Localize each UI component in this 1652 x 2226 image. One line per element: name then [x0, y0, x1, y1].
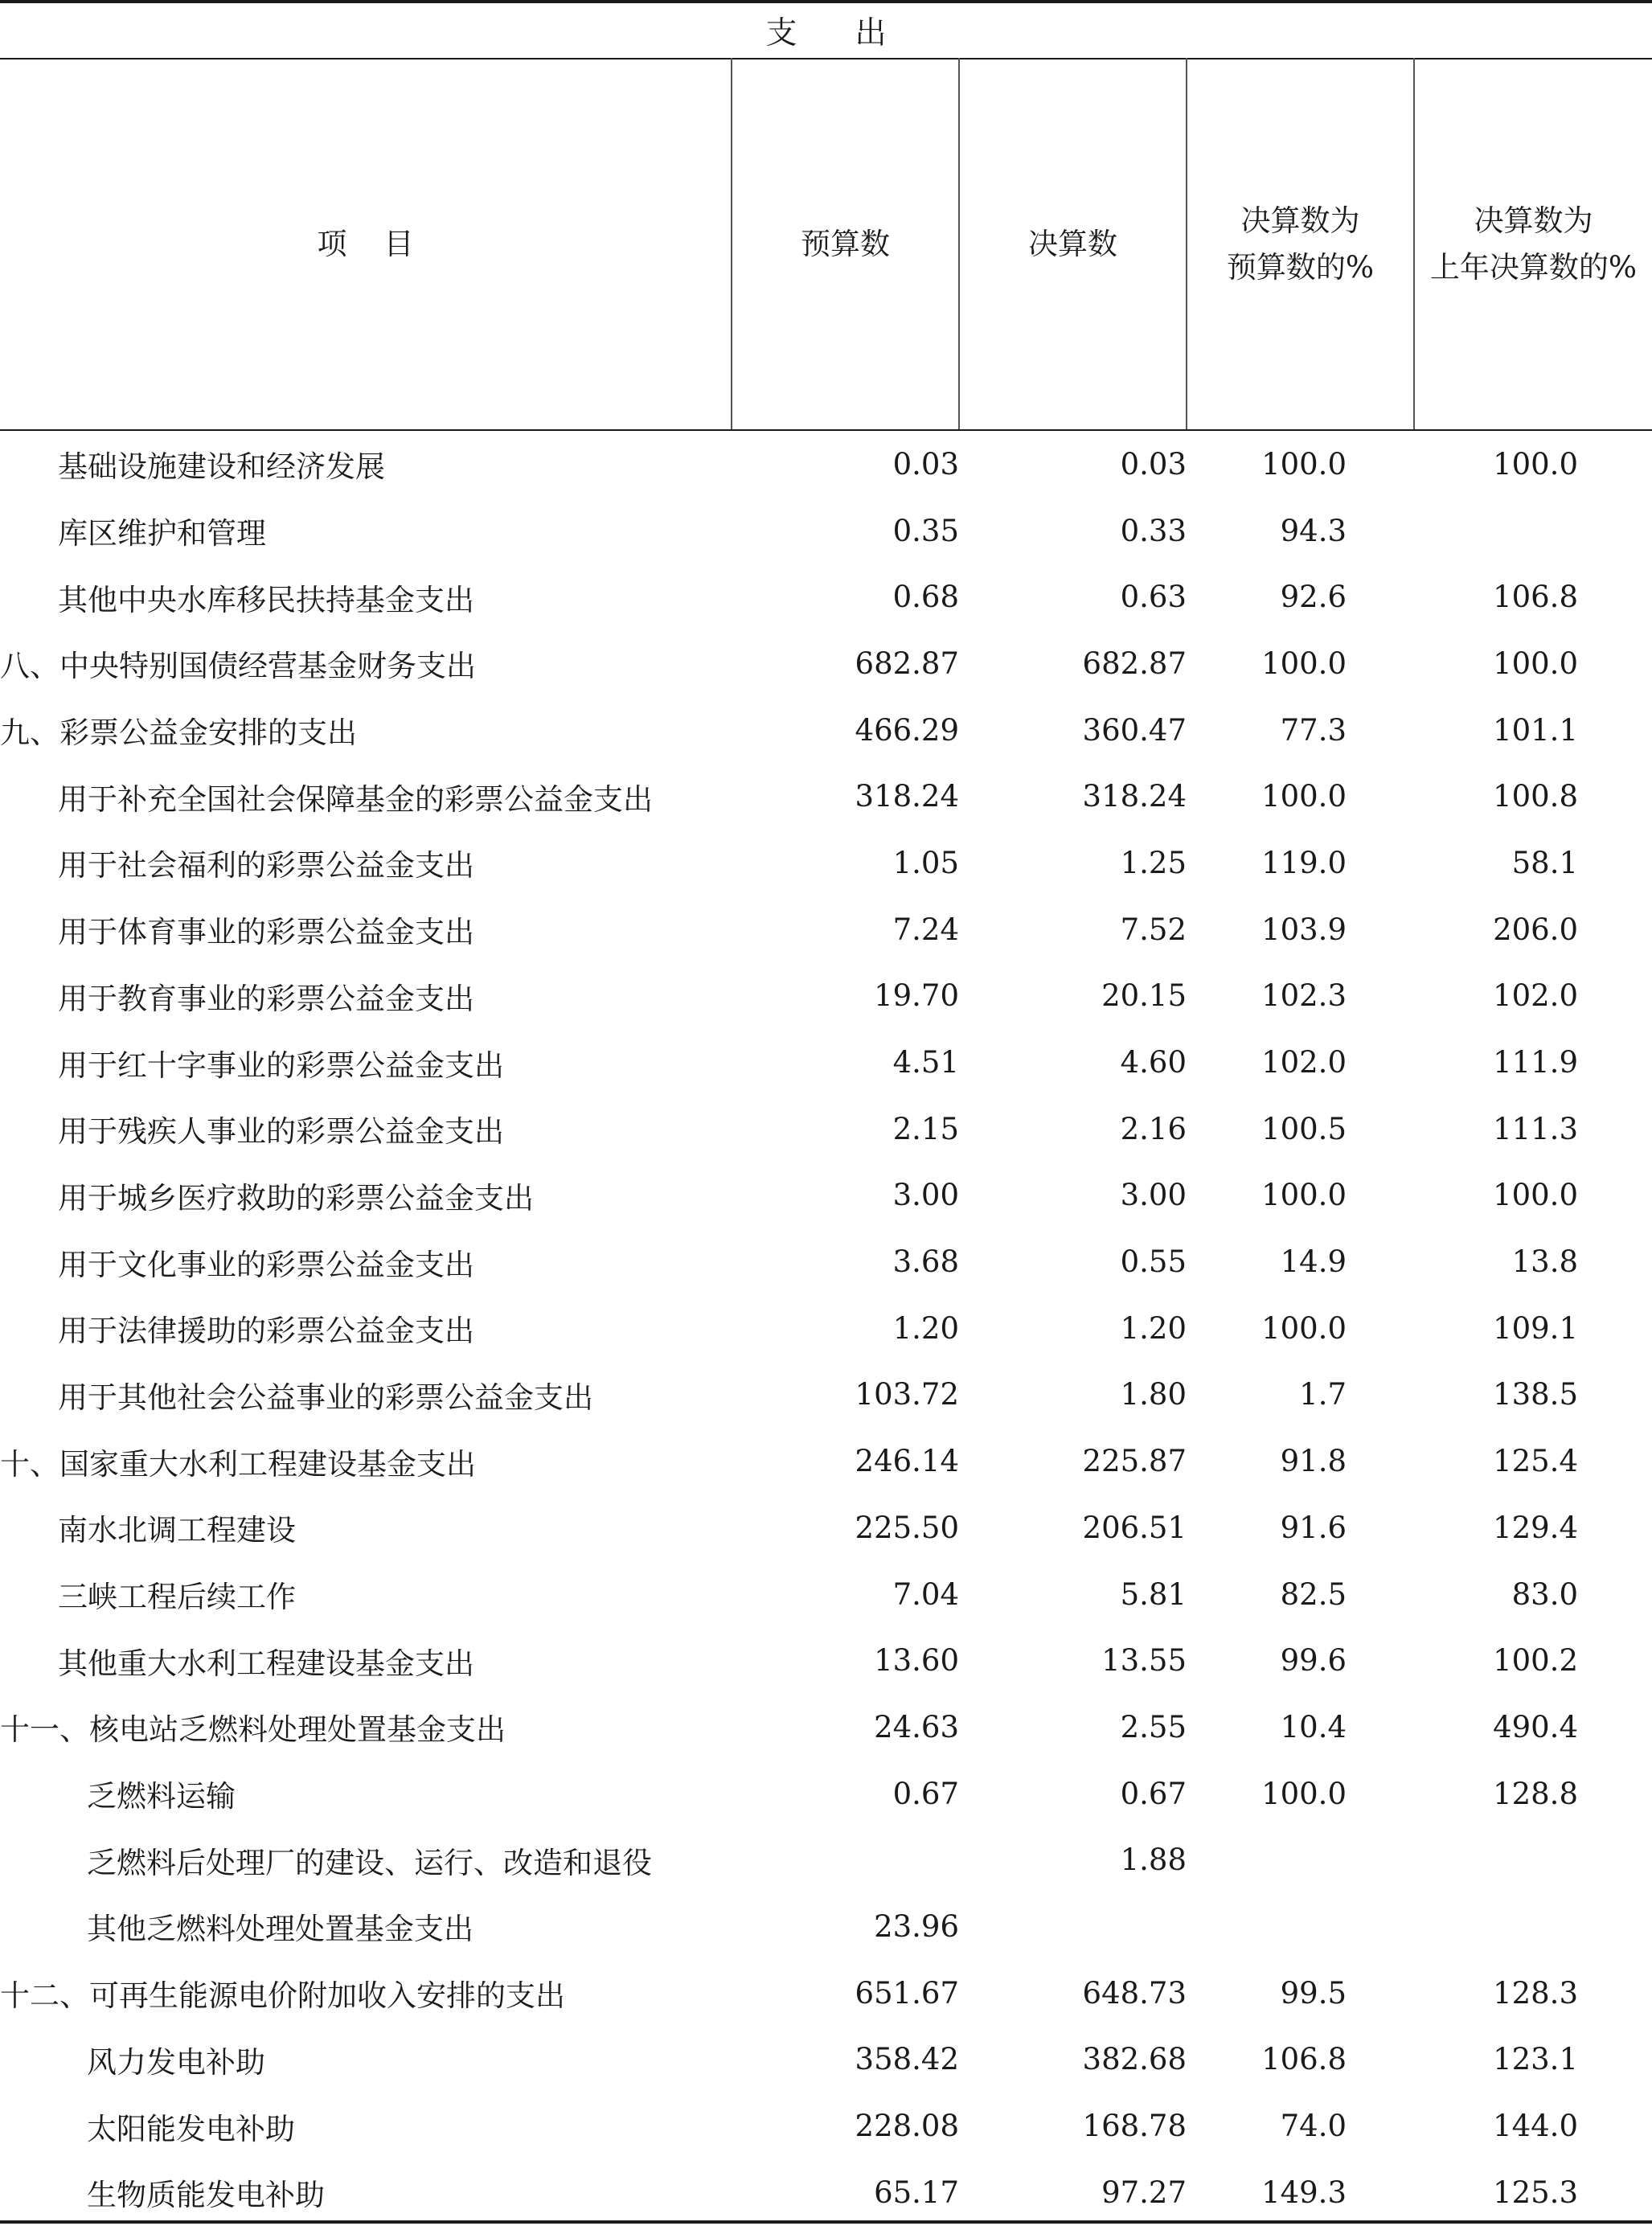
- row-item-name: 八、中央特别国债经营基金财务支出: [0, 649, 476, 684]
- bottom-rule: [0, 2220, 1652, 2224]
- row-pct-budget-value: 100.0: [1261, 1178, 1347, 1213]
- row-budget-value: [732, 1826, 959, 1893]
- row-final-value: 1.80: [1120, 1377, 1187, 1412]
- row-item-name: 其他中央水库移民扶持基金支出: [58, 582, 474, 617]
- row-pct-prev-value: 128.8: [1493, 1776, 1578, 1811]
- row-item-name: 其他重大水利工程建设基金支出: [58, 1646, 474, 1681]
- row-item-name: 用于体育事业的彩票公益金支出: [58, 915, 474, 950]
- row-item-name: 十一、核电站乏燃料处理处置基金支出: [0, 1712, 506, 1748]
- row-item-name: 十、国家重大水利工程建设基金支出: [0, 1446, 476, 1482]
- row-budget-value: 1.05: [892, 845, 959, 880]
- table-row: [0, 431, 1652, 498]
- row-budget-value: 466.29: [855, 712, 959, 748]
- row-budget-value: 19.70: [874, 978, 959, 1014]
- header-item-label: 项 目: [317, 227, 414, 261]
- row-budget-value: 0.68: [892, 580, 959, 615]
- row-item-name: 乏燃料运输: [87, 1779, 236, 1814]
- row-budget-value: 1.20: [892, 1310, 959, 1346]
- header-item: [0, 59, 731, 429]
- row-pct-prev-value: 111.9: [1493, 1045, 1578, 1080]
- row-pct-prev-value: 144.0: [1493, 2109, 1578, 2144]
- row-pct-budget-value: 94.3: [1280, 513, 1347, 548]
- table-row: [0, 2027, 1652, 2093]
- row-final-value: 0.33: [1120, 513, 1187, 548]
- table-row: [0, 763, 1652, 830]
- row-item-name: 用于社会福利的彩票公益金支出: [58, 848, 474, 883]
- row-pct-prev-value: [1414, 1893, 1652, 1960]
- row-pct-prev-value: 109.1: [1493, 1310, 1578, 1346]
- table-row: [0, 564, 1652, 630]
- row-budget-value: 358.42: [855, 2042, 959, 2077]
- row-final-value: 0.03: [1120, 446, 1187, 482]
- row-pct-budget-value: [1187, 1893, 1414, 1960]
- row-pct-budget-value: 91.6: [1280, 1510, 1347, 1545]
- row-pct-prev-value: 111.3: [1493, 1111, 1578, 1146]
- table-row: [0, 2093, 1652, 2159]
- row-pct-prev-value: 129.4: [1493, 1510, 1578, 1545]
- table-row: [0, 1295, 1652, 1362]
- table-row: [0, 830, 1652, 896]
- row-budget-value: 3.68: [892, 1244, 959, 1280]
- row-pct-budget-value: 1.7: [1299, 1377, 1347, 1412]
- row-item-name: 用于法律援助的彩票公益金支出: [58, 1314, 474, 1349]
- row-final-value: 97.27: [1101, 2175, 1187, 2210]
- row-item-name: 九、彩票公益金安排的支出: [0, 715, 357, 751]
- row-pct-budget-value: 103.9: [1261, 912, 1347, 947]
- row-budget-value: 225.50: [855, 1510, 959, 1545]
- table-row: [0, 1096, 1652, 1162]
- row-pct-prev-value: 128.3: [1493, 1975, 1578, 2011]
- row-item-name: 十二、可再生能源电价附加收入安排的支出: [0, 1978, 565, 2014]
- row-budget-value: 3.00: [892, 1178, 959, 1213]
- header-pct-budget: [1187, 59, 1413, 429]
- table-title-text: 支 出: [765, 15, 887, 51]
- row-item-name: 用于其他社会公益事业的彩票公益金支出: [58, 1379, 593, 1415]
- row-item-name: 太阳能发电补助: [87, 2111, 295, 2146]
- row-pct-prev-value: 138.5: [1493, 1377, 1578, 1412]
- row-budget-value: 228.08: [855, 2109, 959, 2144]
- table-row: [0, 1960, 1652, 2027]
- row-pct-prev-value: 490.4: [1493, 1709, 1578, 1744]
- table-row: [0, 1893, 1652, 1960]
- table-row: [0, 1228, 1652, 1295]
- row-pct-budget-value: 10.4: [1280, 1709, 1347, 1744]
- table-row: [0, 896, 1652, 963]
- row-pct-budget-value: 106.8: [1261, 2042, 1347, 2077]
- row-final-value: 3.00: [1120, 1178, 1187, 1213]
- row-item-name: 库区维护和管理: [58, 516, 266, 551]
- row-budget-value: 24.63: [874, 1709, 959, 1744]
- row-pct-prev-value: 100.0: [1493, 446, 1578, 482]
- row-final-value: 1.88: [1120, 1843, 1187, 1878]
- table-row: [0, 630, 1652, 697]
- row-budget-value: 651.67: [855, 1975, 959, 2011]
- row-final-value: 0.67: [1120, 1776, 1187, 1811]
- row-budget-value: 682.87: [855, 646, 959, 681]
- row-pct-prev-value: 100.2: [1493, 1643, 1578, 1679]
- table-row: [0, 1761, 1652, 1827]
- table-row: [0, 1162, 1652, 1229]
- table-row: [0, 1826, 1652, 1893]
- row-budget-value: 0.67: [892, 1776, 959, 1811]
- row-item-name: 用于城乡医疗救助的彩票公益金支出: [58, 1180, 534, 1215]
- row-pct-budget-value: 92.6: [1280, 580, 1347, 615]
- row-pct-prev-value: 83.0: [1511, 1576, 1578, 1612]
- table-row: [0, 1627, 1652, 1694]
- row-budget-value: 246.14: [855, 1444, 959, 1479]
- row-pct-prev-value: 100.0: [1493, 1178, 1578, 1213]
- table-row: [0, 1694, 1652, 1761]
- table-row: [0, 1561, 1652, 1628]
- data-table: [0, 431, 1652, 2226]
- row-pct-budget-value: 77.3: [1280, 712, 1347, 748]
- row-item-name: 生物质能发电补助: [87, 2178, 325, 2213]
- row-final-value: 225.87: [1082, 1444, 1187, 1479]
- table-row: [0, 1494, 1652, 1561]
- row-pct-budget-value: 99.6: [1280, 1643, 1347, 1679]
- header-budget-label: 预算数: [801, 227, 890, 261]
- row-final-value: 360.47: [1082, 712, 1187, 748]
- table-row: [0, 498, 1652, 564]
- row-final-value: 5.81: [1120, 1576, 1187, 1612]
- row-pct-budget-value: 102.3: [1261, 978, 1347, 1014]
- row-final-value: 2.16: [1120, 1111, 1187, 1146]
- row-pct-prev-value: 102.0: [1493, 978, 1578, 1014]
- row-item-name: 基础设施建设和经济发展: [58, 449, 385, 485]
- row-pct-budget-value: [1187, 1826, 1414, 1893]
- table-row: [0, 1362, 1652, 1429]
- row-final-value: 206.51: [1082, 1510, 1187, 1545]
- data-rows: [0, 431, 1652, 2226]
- header-pct-prev: [1415, 59, 1652, 429]
- row-final-value: [959, 1893, 1187, 1960]
- row-pct-budget-value: 100.0: [1261, 446, 1347, 482]
- row-item-name: 南水北调工程建设: [58, 1513, 296, 1548]
- row-budget-value: 65.17: [874, 2175, 959, 2210]
- header-final-label: 决算数: [1028, 227, 1117, 261]
- table-row: [0, 2159, 1652, 2226]
- row-final-value: 0.55: [1120, 1244, 1187, 1280]
- row-item-name: 用于补充全国社会保障基金的彩票公益金支出: [58, 781, 653, 817]
- row-pct-prev-value: [1414, 1826, 1652, 1893]
- row-item-name: 用于红十字事业的彩票公益金支出: [58, 1047, 504, 1083]
- header-budget: [732, 59, 958, 429]
- row-budget-value: 7.24: [892, 912, 959, 947]
- row-item-name: 用于文化事业的彩票公益金支出: [58, 1247, 474, 1282]
- row-pct-prev-value: 106.8: [1493, 580, 1578, 615]
- row-item-name: 三峡工程后续工作: [58, 1580, 296, 1615]
- row-pct-budget-value: 100.0: [1261, 1776, 1347, 1811]
- table-row: [0, 1029, 1652, 1096]
- row-budget-value: 103.72: [855, 1377, 959, 1412]
- row-pct-budget-value: 119.0: [1261, 845, 1347, 880]
- header-pct-prev-label: 决算数为 上年决算数的%: [1429, 203, 1638, 285]
- row-pct-prev-value: [1414, 498, 1652, 564]
- row-pct-budget-value: 14.9: [1280, 1244, 1347, 1280]
- row-budget-value: 318.24: [855, 779, 959, 814]
- row-pct-budget-value: 102.0: [1261, 1045, 1347, 1080]
- row-final-value: 0.63: [1120, 580, 1187, 615]
- row-pct-budget-value: 99.5: [1280, 1975, 1347, 2011]
- row-pct-prev-value: 206.0: [1493, 912, 1578, 947]
- row-pct-prev-value: 13.8: [1511, 1244, 1578, 1280]
- row-pct-prev-value: 123.1: [1493, 2042, 1578, 2077]
- table-row: [0, 697, 1652, 764]
- row-final-value: 20.15: [1101, 978, 1187, 1014]
- row-item-name: 其他乏燃料处理处置基金支出: [87, 1912, 473, 1947]
- table-row: [0, 1428, 1652, 1494]
- row-pct-budget-value: 149.3: [1261, 2175, 1347, 2210]
- row-pct-prev-value: 58.1: [1511, 845, 1578, 880]
- row-pct-budget-value: 100.0: [1261, 779, 1347, 814]
- row-final-value: 7.52: [1120, 912, 1187, 947]
- row-pct-budget-value: 100.0: [1261, 1310, 1347, 1346]
- row-pct-prev-value: 100.0: [1493, 646, 1578, 681]
- row-budget-value: 0.35: [892, 513, 959, 548]
- row-final-value: 13.55: [1101, 1643, 1187, 1679]
- row-budget-value: 23.96: [874, 1908, 959, 1944]
- row-budget-value: 13.60: [874, 1643, 959, 1679]
- row-budget-value: 2.15: [892, 1111, 959, 1146]
- row-pct-budget-value: 100.5: [1261, 1111, 1347, 1146]
- table-row: [0, 963, 1652, 1030]
- row-item-name: 用于教育事业的彩票公益金支出: [58, 981, 474, 1016]
- row-pct-prev-value: 125.4: [1493, 1444, 1578, 1479]
- header-final: [960, 59, 1186, 429]
- row-item-name: 乏燃料后处理厂的建设、运行、改造和退役: [87, 1845, 652, 1880]
- row-final-value: 168.78: [1082, 2109, 1187, 2144]
- table-title: [0, 3, 1652, 58]
- row-pct-prev-value: 101.1: [1493, 712, 1578, 748]
- row-final-value: 1.20: [1120, 1310, 1187, 1346]
- row-pct-budget-value: 82.5: [1280, 1576, 1347, 1612]
- row-final-value: 682.87: [1082, 646, 1187, 681]
- row-pct-prev-value: 125.3: [1493, 2175, 1578, 2210]
- row-final-value: 382.68: [1082, 2042, 1187, 2077]
- row-pct-budget-value: 91.8: [1280, 1444, 1347, 1479]
- row-pct-prev-value: 100.8: [1493, 779, 1578, 814]
- row-budget-value: 4.51: [892, 1045, 959, 1080]
- row-pct-budget-value: 74.0: [1280, 2109, 1347, 2144]
- row-final-value: 1.25: [1120, 845, 1187, 880]
- row-final-value: 2.55: [1120, 1709, 1187, 1744]
- row-pct-budget-value: 100.0: [1261, 646, 1347, 681]
- row-final-value: 4.60: [1120, 1045, 1187, 1080]
- row-item-name: 风力发电补助: [87, 2044, 265, 2080]
- row-budget-value: 7.04: [892, 1576, 959, 1612]
- header-pct-budget-label: 决算数为 预算数的%: [1226, 203, 1375, 285]
- row-final-value: 318.24: [1082, 779, 1187, 814]
- row-item-name: 用于残疾人事业的彩票公益金支出: [58, 1114, 504, 1150]
- row-budget-value: 0.03: [892, 446, 959, 482]
- row-final-value: 648.73: [1082, 1975, 1187, 2011]
